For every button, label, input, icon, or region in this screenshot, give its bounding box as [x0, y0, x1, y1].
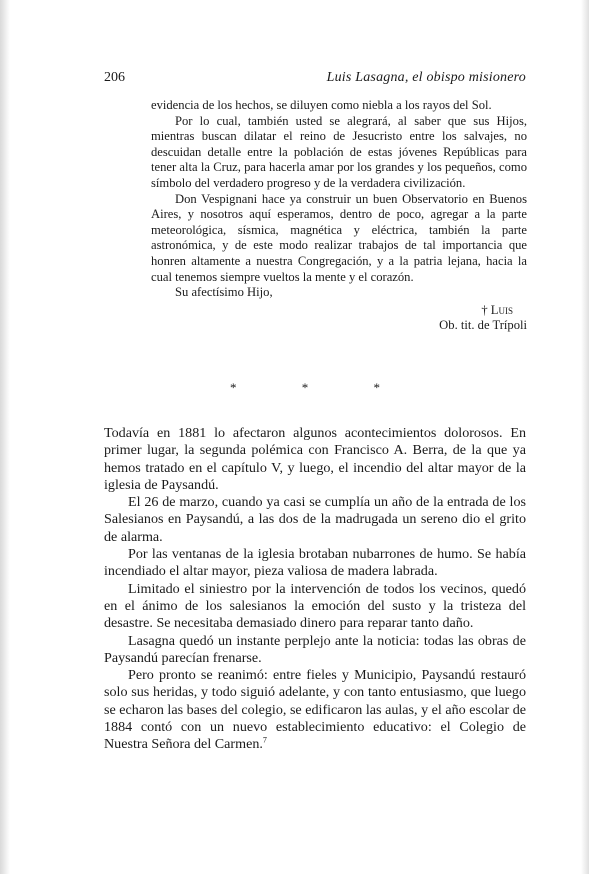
separator-star: * — [301, 380, 309, 395]
page-number: 206 — [104, 70, 125, 85]
body-paragraph-last — [104, 667, 526, 753]
signature-title: Ob. tit. de Trípoli — [439, 318, 527, 333]
quoted-letter — [151, 98, 527, 334]
body-paragraph: Por las ventanas de la iglesia brotaban nubarrones de humo. Se había incendiado el altar mayor, pieza valiosa de madera labrada. — [104, 546, 526, 580]
letter-paragraph: Don Vespignani hace ya construir un buen Observatorio en Buenos Aires, y nosotros aquí esperamos, dentro de poco, agregar a la parte meteorológica, sísmica, magnética y eléctrica, también la parte astronómica, y de este modo realizar trabajos de tal importancia que honren altamente a nuestra Congregación, y a la patria lejana, hacia la cual tenemos siempre vueltos la mente y el corazón. — [151, 191, 527, 284]
letter-paragraph: Por lo cual, también usted se alegrará, al saber que sus Hijos, mientras buscan dilatar el reino de Jesucristo entre los salvajes, no descuidan detalle entre la población de estas jóvenes Repúblicas para tener alta la Cruz, para hacerla amar por los grandes y los pequeños, como símbolo del verdadero progreso y de la verdadera civilización. — [151, 113, 527, 190]
body-paragraph-text: Pero pronto se reanimó: entre fieles y Municipio, Paysandú restauró solo sus heridas, y todo siguió adelante, y con tanto entusiasmo, que luego se echaron las bases del colegio, se edificaron las aulas, y el año escolar de 1884 contó con un nuevo establecimiento educativo: el Colegio de Nuestra Señora del Carmen. — [104, 667, 526, 753]
letter-closing: Su afectísimo Hijo, — [175, 285, 273, 300]
signature-name: † Luis — [481, 302, 513, 317]
separator-star: * — [373, 380, 380, 395]
separator-star: * — [230, 380, 237, 395]
page-left-shadow — [0, 0, 10, 874]
section-separator — [230, 380, 380, 396]
running-title: Luis Lasagna, el obispo misionero — [326, 70, 526, 85]
body-paragraph: Limitado el siniestro por la intervención de todos los vecinos, quedó en el ánimo de los salesianos la emoción del susto y la tristeza del desastre. Se necesitaba demasiado dinero para reparar tanto daño. — [104, 580, 526, 632]
footnote-reference: 7 — [262, 735, 267, 745]
body-paragraph: Todavía en 1881 lo afectaron algunos acontecimientos dolorosos. En primer lugar, la segunda polémica con Francisco A. Berra, de la que ya hemos tratado en el capítulo V, y luego, el incendio del altar mayor de la iglesia de Paysandú. — [104, 425, 526, 493]
page-right-shadow — [581, 0, 589, 874]
main-text — [104, 425, 526, 754]
letter-paragraph: evidencia de los hechos, se diluyen como niebla a los rayos del Sol. — [151, 98, 492, 112]
body-paragraph: Lasagna quedó un instante perplejo ante la noticia: todas las obras de Paysandú parecían frenarse. — [104, 632, 526, 666]
page-header — [104, 70, 526, 86]
body-paragraph: El 26 de marzo, cuando ya casi se cumplía un año de la entrada de los Salesianos en Paysandú, a las dos de la madrugada un sereno dio el grito de alarma. — [104, 494, 526, 545]
